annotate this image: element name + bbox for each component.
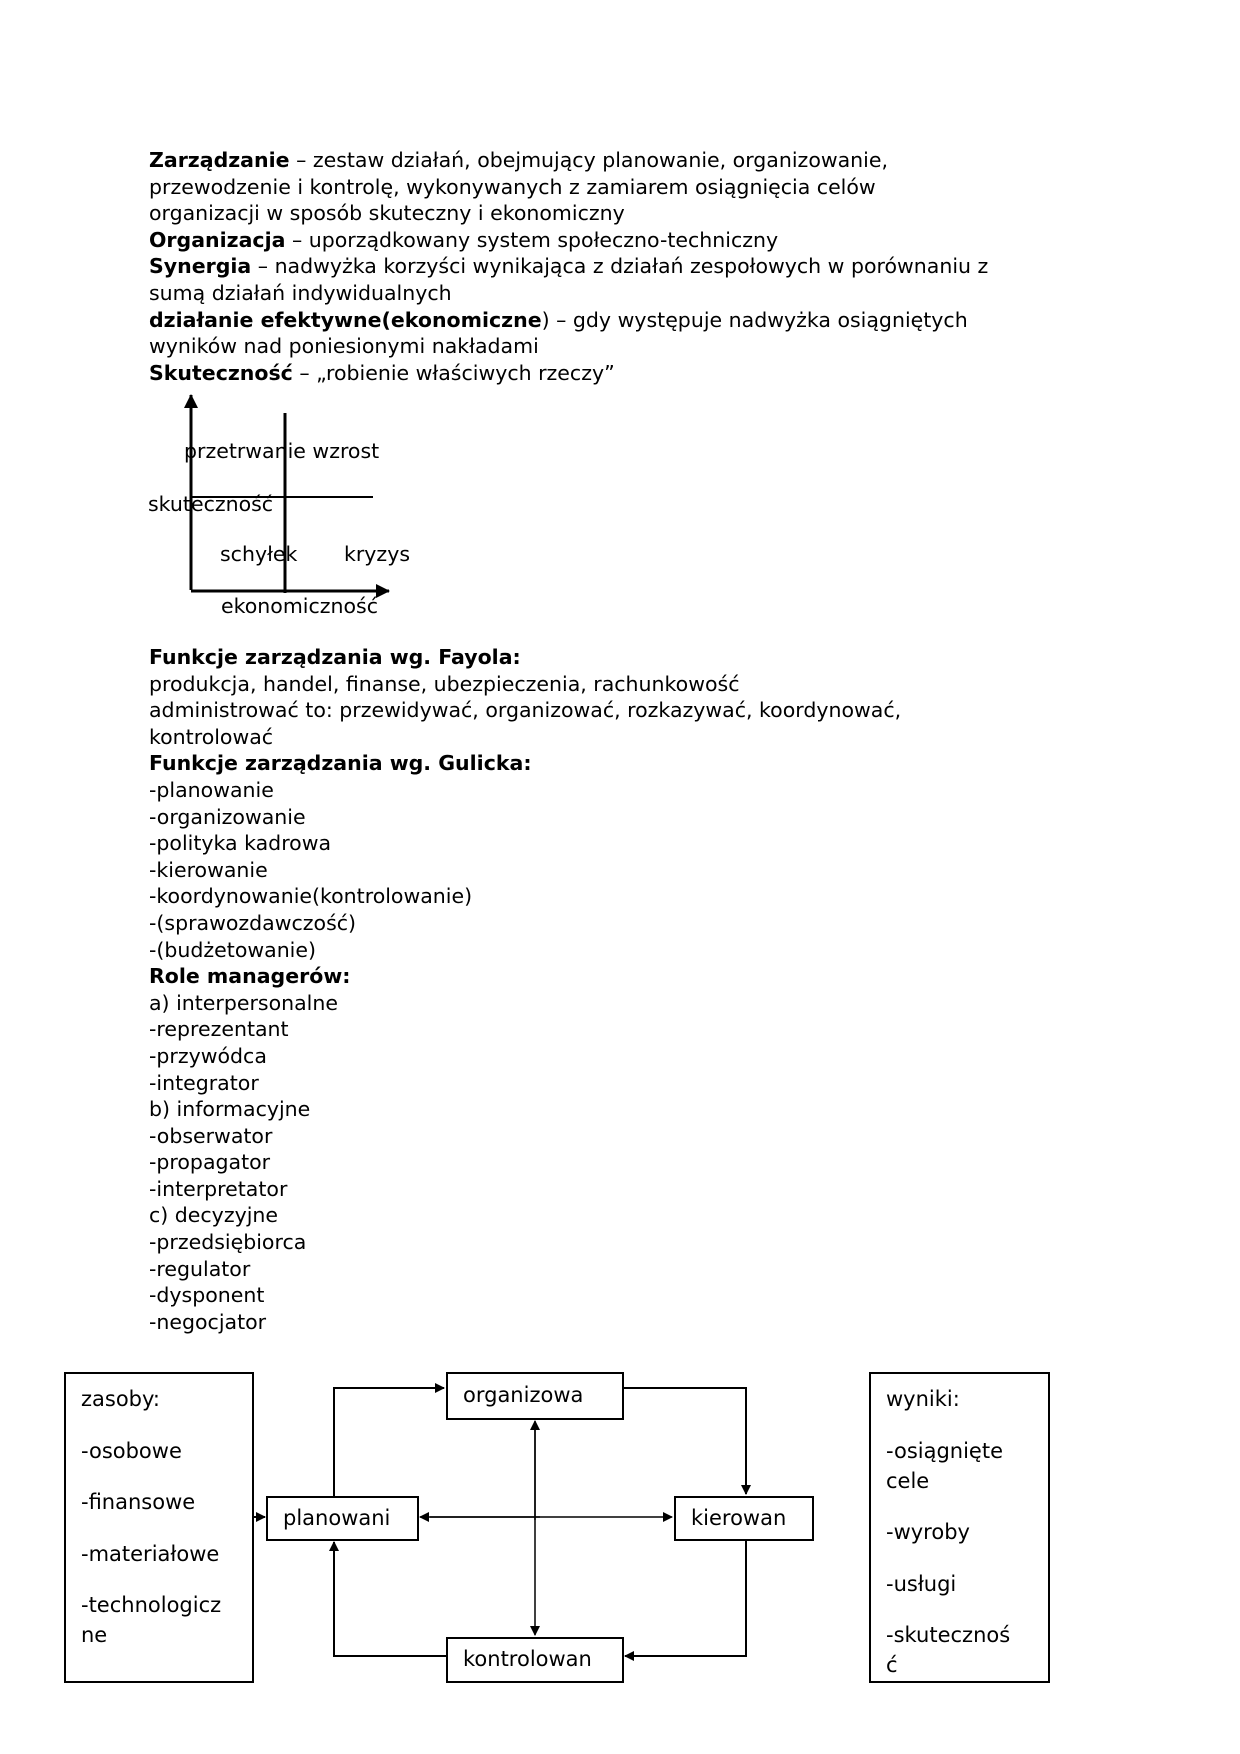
planning-box (266, 1496, 419, 1541)
list-item: produkcja, handel, finanse, ubezpieczenia, rachunkowość (149, 671, 740, 696)
result-item: -usługi (886, 1572, 957, 1596)
definition-text: wyników nad poniesionymi nakładami (149, 334, 539, 359)
definition-text: – nadwyżka korzyści wynikająca z działań zespołowych w porównaniu z (251, 254, 989, 279)
y-axis-label: skuteczność (148, 492, 274, 516)
arrow-organizing-to-leading (623, 1388, 746, 1494)
resource-item: -technologicz (81, 1593, 222, 1617)
resource-item: -osobowe (81, 1439, 182, 1463)
list-item: -(budżetowanie) (149, 937, 316, 962)
resources-box (64, 1372, 254, 1683)
result-item: -osiągnięte (886, 1439, 1004, 1463)
list-item: -przedsiębiorca (149, 1230, 307, 1255)
definition-text: ) – gdy występuje nadwyżka osiągniętych (541, 307, 968, 332)
x-axis-label: ekonomiczność (221, 594, 379, 618)
result-item: ć (886, 1653, 898, 1677)
list-item: -przywódca (149, 1043, 267, 1068)
section-heading: Funkcje zarządzania wg. Fayola: (149, 645, 521, 669)
list-item: a) interpersonalne (149, 990, 338, 1015)
term: Organizacja (149, 227, 286, 252)
leading-box (674, 1496, 814, 1541)
results-box (869, 1372, 1050, 1683)
list-item: -koordynowanie(kontrolowanie) (149, 884, 473, 909)
quadrant-label-decline: schyłek (220, 542, 298, 566)
term: Skuteczność (149, 360, 293, 385)
list-item: -negocjator (149, 1309, 267, 1334)
result-item: cele (886, 1469, 930, 1493)
list-item: -(sprawozdawczość) (149, 910, 357, 935)
resources-title: zasoby: (81, 1387, 160, 1411)
list-item: -regulator (149, 1256, 251, 1281)
list-item: b) informacyjne (149, 1097, 311, 1122)
list-item: administrować to: przewidywać, organizować, rozkazywać, koordynować, (149, 698, 902, 723)
definition-text: – zestaw działań, obejmujący planowanie, organizowanie, (289, 148, 889, 172)
arrow-planning-to-organizing (334, 1388, 444, 1496)
list-item: -polityka kadrowa (149, 831, 332, 856)
list-item: -interpretator (149, 1176, 288, 1201)
leading-label: kierowan (691, 1506, 787, 1530)
definition-text: – uporządkowany system społeczno-techniczny (285, 227, 779, 252)
controlling-box (446, 1637, 624, 1683)
term: działanie efektywne(ekonomiczne (149, 307, 542, 332)
result-item: -skutecznoś (886, 1623, 1011, 1647)
list-item: -dysponent (149, 1283, 265, 1308)
list-item: -obserwator (149, 1123, 273, 1148)
resource-item: -materiałowe (81, 1542, 220, 1566)
arrow-leading-to-controlling (625, 1540, 746, 1656)
organizing-box (446, 1372, 624, 1420)
result-item: -wyroby (886, 1520, 970, 1544)
section-heading: Role managerów: (149, 964, 351, 989)
section-heading: Funkcje zarządzania wg. Gulicka: (149, 751, 532, 776)
list-item: -kierowanie (149, 857, 268, 882)
organizing-label: organizowa (463, 1383, 584, 1407)
definition-text: przewodzenie i kontrolę, wykonywanych z zamiarem osiągnięcia celów (149, 174, 876, 199)
resource-item: -finansowe (81, 1490, 196, 1514)
definition-text: organizacji w sposób skuteczny i ekonomiczny (149, 201, 625, 226)
results-title: wyniki: (886, 1387, 960, 1411)
resource-item: ne (81, 1623, 108, 1647)
list-item: -propagator (149, 1150, 271, 1175)
list-item: -reprezentant (149, 1017, 289, 1042)
term: Zarządzanie (149, 148, 290, 172)
list-item: -organizowanie (149, 804, 306, 829)
list-item: -integrator (149, 1070, 259, 1095)
definition-text: – „robienie właściwych rzeczy” (292, 360, 615, 385)
list-item: c) decyzyjne (149, 1203, 279, 1228)
list-item: kontrolować (149, 724, 274, 749)
list-item: -planowanie (149, 777, 274, 802)
arrow-controlling-to-planning (334, 1542, 446, 1656)
term: Synergia (149, 254, 252, 279)
quadrant-top-labels: przetrwanie wzrost (184, 439, 380, 463)
controlling-label: kontrolowan (463, 1647, 592, 1671)
planning-label: planowani (283, 1506, 391, 1530)
quadrant-label-crisis: kryzys (344, 542, 411, 566)
definition-text: sumą działań indywidualnych (149, 280, 452, 305)
